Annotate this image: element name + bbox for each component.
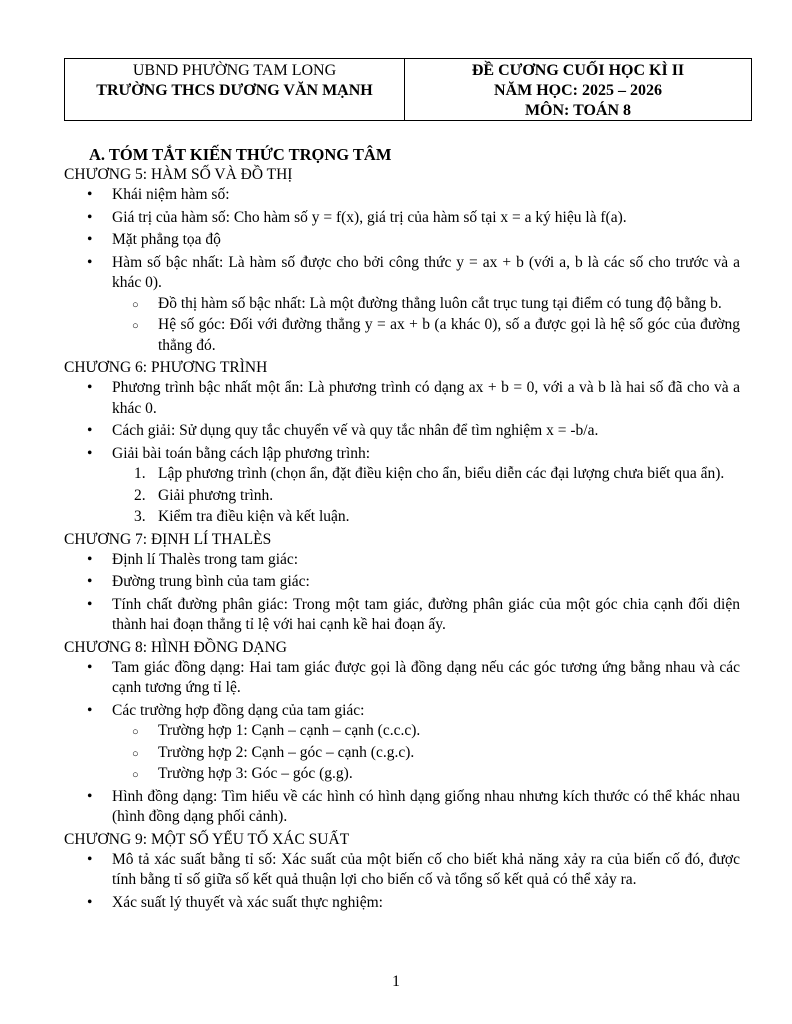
chapter-8-list xyxy=(64,658,740,828)
header-left-cell xyxy=(65,59,405,120)
sub-list-item-text: Trường hợp 2: Cạnh – góc – cạnh (c.g.c). xyxy=(158,743,415,761)
list-item xyxy=(64,230,740,251)
list-item-text: Định lí Thalès trong tam giác: xyxy=(112,550,299,568)
bullet-icon: • xyxy=(87,231,93,248)
list-item xyxy=(64,893,740,914)
list-item xyxy=(64,185,740,206)
step-item xyxy=(64,507,740,528)
chapter-6-title: CHƯƠNG 6: PHƯƠNG TRÌNH xyxy=(64,359,268,376)
sub-list-item-text: Đồ thị hàm số bậc nhất: Là một đường thẳng luôn cắt trục tung tại điểm có tung độ bằng b. xyxy=(158,294,722,312)
bullet-icon: • xyxy=(87,595,93,613)
chapter-7-list xyxy=(64,550,740,636)
list-item-text: Cách giải: Sử dụng quy tắc chuyển vế và quy tắc nhân để tìm nghiệm x = -b/a. xyxy=(112,422,599,439)
circle-bullet-icon: ○ xyxy=(132,320,139,332)
list-item-text: Xác suất lý thuyết và xác suất thực nghiệm: xyxy=(112,893,383,911)
list-item xyxy=(64,595,740,636)
list-item xyxy=(64,444,740,528)
list-item xyxy=(64,421,740,442)
chapter-6-list xyxy=(64,378,740,528)
bullet-icon: • xyxy=(87,658,93,676)
circle-bullet-icon: ○ xyxy=(132,726,139,738)
circle-bullet-icon: ○ xyxy=(132,298,139,311)
list-item-text: Khái niệm hàm số: xyxy=(112,186,230,203)
sub-list-item xyxy=(64,315,740,356)
list-item-text: Giá trị của hàm số: Cho hàm số y = f(x), giá trị của hàm số tại x = a ký hiệu là f(a). xyxy=(112,208,627,226)
bullet-icon: • xyxy=(87,787,93,805)
step-item xyxy=(64,464,740,485)
list-item xyxy=(64,550,740,571)
section-a-heading: A. TÓM TẮT KIẾN THỨC TRỌNG TÂM xyxy=(89,145,392,164)
step-text: Kiểm tra điều kiện và kết luận. xyxy=(158,508,350,525)
chapter-8-title: CHƯƠNG 8: HÌNH ĐỒNG DẠNG xyxy=(64,638,287,656)
step-text: Giải phương trình. xyxy=(158,486,274,504)
bullet-icon: • xyxy=(87,422,93,439)
list-item-text: Mặt phẳng tọa độ xyxy=(112,231,221,248)
list-item-text: Tam giác đồng dạng: Hai tam giác được gọi là đồng dạng nếu các góc tương ứng bằng nhau và các cạnh tương ứng tỉ lệ. xyxy=(112,658,740,696)
sub-list-item-text: Hệ số góc: Đối với đường thẳng y = ax + b (a khác 0), số a được gọi là hệ số góc của đường thẳng đó. xyxy=(158,316,740,354)
step-item xyxy=(64,486,740,507)
list-item xyxy=(64,572,740,593)
list-item-text: Tính chất đường phân giác: Trong một tam giác, đường phân giác của một góc chia cạnh đối diện thành hai đoạn thẳng tỉ lệ với hai cạnh kề hai đoạn ấy. xyxy=(112,595,740,633)
step-text: Lập phương trình (chọn ẩn, đặt điều kiện cho ẩn, biểu diễn các đại lượng chưa biết qua ẩn). xyxy=(158,465,725,482)
list-item-text: Hàm số bậc nhất: Là hàm số được cho bởi công thức y = ax + b (với a, b là các số cho trước và a khác 0). xyxy=(112,253,740,291)
sub-list xyxy=(112,294,740,357)
list-item xyxy=(64,208,740,229)
bullet-icon: • xyxy=(87,550,93,568)
chapter-5-list xyxy=(64,185,740,356)
circle-bullet-icon: ○ xyxy=(132,747,139,760)
bullet-icon: • xyxy=(87,573,93,590)
list-item xyxy=(64,658,740,699)
school-year: NĂM HỌC: 2025 – 2026 xyxy=(494,82,662,99)
step-number: 3. xyxy=(134,508,146,525)
step-number: 2. xyxy=(134,486,146,504)
sub-list-item-text: Trường hợp 3: Góc – góc (g.g). xyxy=(158,765,353,782)
sub-list xyxy=(112,721,740,785)
sub-list-item xyxy=(64,764,740,785)
chapter-9-title: CHƯƠNG 9: MỘT SỐ YẾU TỐ XÁC SUẤT xyxy=(64,830,350,848)
list-item-text: Hình đồng dạng: Tìm hiểu về các hình có hình dạng giống nhau nhưng kích thước có thể khác nhau (hình đồng dạng phối cảnh). xyxy=(112,787,740,825)
chapter-7-title: CHƯƠNG 7: ĐỊNH LÍ THALÈS xyxy=(64,530,272,548)
list-item-text: Đường trung bình của tam giác: xyxy=(112,573,310,590)
bullet-icon: • xyxy=(87,379,93,396)
main-content xyxy=(64,145,740,915)
list-item-text: Mô tả xác suất bằng tỉ số: Xác suất của một biến cố cho biết khả năng xảy ra của biến cố đó, được tính bằng tỉ số giữa số kết quả thuận lợi cho biến cố và tổng số kết quả có thể xảy ra. xyxy=(112,850,740,888)
circle-bullet-icon: ○ xyxy=(132,769,139,781)
bullet-icon: • xyxy=(87,701,93,719)
step-number: 1. xyxy=(134,465,146,482)
sub-list-item xyxy=(64,743,740,764)
list-item xyxy=(64,253,740,357)
bullet-icon: • xyxy=(87,253,93,271)
bullet-icon: • xyxy=(87,208,93,226)
header-table xyxy=(64,58,752,121)
list-item xyxy=(64,701,740,785)
authority-name: UBND PHƯỜNG TAM LONG xyxy=(132,62,337,79)
list-item-text: Các trường hợp đồng dạng của tam giác: xyxy=(112,701,365,719)
sub-list-item-text: Trường hợp 1: Cạnh – cạnh – cạnh (c.c.c). xyxy=(158,722,421,739)
list-item xyxy=(64,787,740,828)
list-item xyxy=(64,850,740,891)
bullet-icon: • xyxy=(87,850,93,868)
school-name: TRƯỜNG THCS DƯƠNG VĂN MẠNH xyxy=(96,82,373,99)
sub-list-item xyxy=(64,721,740,742)
chapter-9-list xyxy=(64,850,740,914)
chapter-5-title: CHƯƠNG 5: HÀM SỐ VÀ ĐỒ THỊ xyxy=(64,166,293,183)
steps-list xyxy=(112,464,740,528)
sub-list-item xyxy=(64,294,740,315)
list-item xyxy=(64,378,740,419)
document-title: ĐỀ CƯƠNG CUỐI HỌC KÌ II xyxy=(471,62,685,79)
list-item-text: Giải bài toán bằng cách lập phương trình: xyxy=(112,444,371,462)
bullet-icon: • xyxy=(87,444,93,462)
header-right-cell xyxy=(405,59,751,120)
list-item-text: Phương trình bậc nhất một ẩn: Là phương trình có dạng ax + b = 0, với a và b là hai số đã cho và a khác 0. xyxy=(112,379,740,417)
bullet-icon: • xyxy=(87,893,93,911)
bullet-icon: • xyxy=(87,186,93,203)
subject: MÔN: TOÁN 8 xyxy=(524,102,632,119)
page-number: 1 xyxy=(392,973,400,990)
